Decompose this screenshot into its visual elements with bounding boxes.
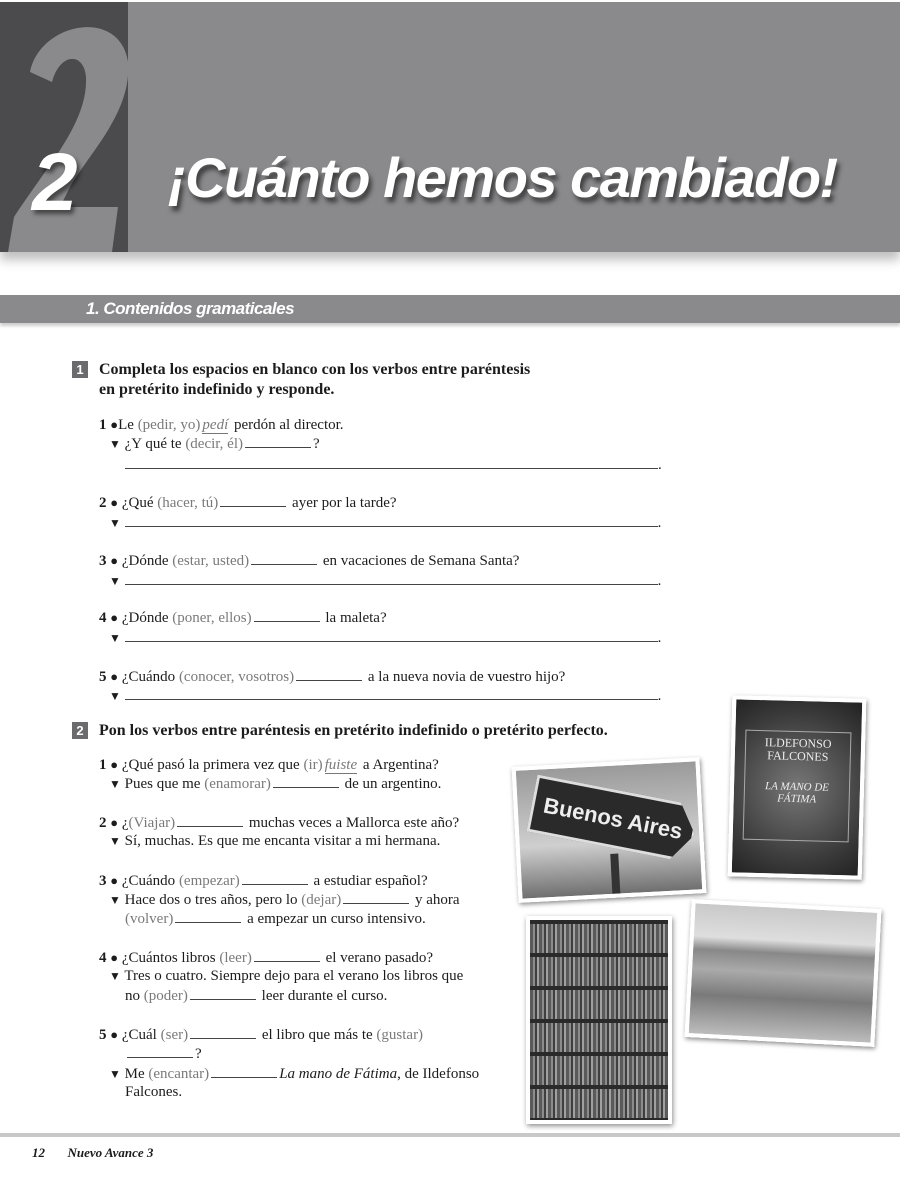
answer-blank[interactable] [175,909,241,923]
example-answer: fuiste [324,757,358,773]
verb-hint: (poder) [143,988,188,1004]
answer-blank[interactable] [296,667,362,681]
item-number: 5 [99,669,107,685]
question-text: Sí, muchas. Es que me encanta visitar a mi hermana. [120,833,441,849]
bullet-icon: ● [110,610,119,625]
triangle-down-icon: ▼ [109,689,121,703]
verb-hint: (decir, él) [185,436,244,452]
exercise-instructions: en pretérito indefinido y responde. [99,381,335,398]
question-line [99,871,428,891]
question-text: el verano pasado? [321,950,434,966]
question-line [125,1083,182,1102]
verb-hint: (poner, ellos) [172,610,252,626]
answer-blank[interactable] [211,1064,277,1078]
question-line [109,890,460,910]
question-text: ¿Qué [118,495,158,511]
chapter-title: ¡Cuánto hemos cambiado! [168,146,837,209]
answer-blank[interactable] [245,434,311,448]
item-number: 5 [99,1027,107,1043]
verb-hint: (Viajar) [128,815,176,831]
bullet-icon: ● [110,815,119,830]
answer-blank[interactable] [127,1044,193,1058]
question-text: ¿Qué pasó la primera vez que [118,757,304,773]
response-blank-line[interactable] [125,455,658,469]
question-text: no [125,988,144,1004]
footer [32,1145,153,1161]
book-title: LA MANO DE FÁTIMA [764,780,830,806]
question-text: . [658,457,662,473]
response-blank-line[interactable] [125,686,658,700]
question-line [99,755,439,775]
question-text: y ahora [411,892,460,908]
exercise-number-badge: 1 [72,361,88,378]
triangle-down-icon: ▼ [109,437,121,451]
question-line [99,948,433,968]
photo-buenos-aires-sign [512,757,707,903]
item-number: 1 [99,757,107,773]
answer-blank[interactable] [190,986,256,1000]
triangle-down-icon: ▼ [109,834,121,848]
verb-hint: (encantar) [148,1066,210,1082]
question-text: a Argentina? [359,757,439,773]
question-text: . [657,630,662,646]
question-line [99,608,387,628]
answer-blank[interactable] [254,948,320,962]
answer-blank[interactable] [220,493,286,507]
item-number: 1 [99,417,107,433]
question-text: Le [118,417,138,433]
question-text: de un argentino. [340,776,442,792]
question-line [109,832,440,851]
verb-hint: (ser) [160,1027,189,1043]
bullet-icon: ● [110,553,119,568]
question-line [109,434,320,454]
question-line [109,571,661,591]
question-text: en vacaciones de Semana Santa? [319,553,520,569]
bullet-icon: ● [110,950,119,965]
question-text: Me [120,1066,149,1082]
question-line [99,813,459,833]
answer-blank[interactable] [343,890,409,904]
response-blank-line[interactable] [125,571,658,585]
question-text: ayer por la tarde? [288,495,397,511]
photo-book-cover [728,695,867,879]
question-text: ¿Y qué te [120,436,186,452]
response-blank-line[interactable] [125,628,658,642]
question-text: . [657,573,662,589]
question-line [109,967,463,986]
question-text: . [657,688,662,704]
bullet-icon: ● [110,757,119,772]
verb-hint: (pedir, yo) [137,417,201,433]
photo-bookshelf [526,916,672,1124]
question-text: , de Ildefonso [397,1066,480,1082]
triangle-down-icon: ▼ [109,631,121,645]
question-line [109,513,661,533]
verb-hint: (dejar) [301,892,342,908]
verb-hint: (leer) [219,950,252,966]
verb-hint: (conocer, vosotros) [178,669,295,685]
question-line [125,455,662,475]
sign-text: Buenos Aires [541,792,685,845]
question-text: ¿Cuándo [118,669,179,685]
exercise-instructions: Pon los verbos entre paréntesis en pretérito indefinido o pretérito perfecto. [99,722,608,739]
question-line [99,415,344,435]
question-line [109,774,441,794]
answer-blank[interactable] [177,813,243,827]
question-text: ¿Dónde [118,610,173,626]
question-text: ¿Cuál [118,1027,161,1043]
question-line [109,1064,479,1084]
verb-hint: (volver) [125,911,174,927]
question-text: ? [195,1046,202,1062]
verb-hint: (gustar) [376,1027,424,1043]
chapter-number: 2 [32,137,78,228]
answer-blank[interactable] [254,608,320,622]
question-text: muchas veces a Mallorca este año? [245,815,460,831]
question-text: a empezar un curso intensivo. [243,911,426,927]
question-line [109,686,661,706]
example-answer: pedí [202,417,229,433]
triangle-down-icon: ▼ [109,969,121,983]
question-text: ? [313,436,320,452]
question-text: ¿Cuántos libros [118,950,220,966]
bullet-icon: ● [110,1027,119,1042]
triangle-down-icon: ▼ [109,574,121,588]
answer-blank[interactable] [273,774,339,788]
question-text: a la nueva novia de vuestro hijo? [364,669,566,685]
item-number: 2 [99,815,107,831]
question-text: Hace dos o tres años, pero lo [120,892,302,908]
verb-hint: (enamorar) [204,776,271,792]
verb-hint: (ir) [303,757,323,773]
question-line [99,551,519,571]
triangle-down-icon: ▼ [109,777,121,791]
question-line [99,1025,423,1045]
question-text: Tres o cuatro. Siempre dejo para el verano los libros que [120,968,464,984]
question-text: ¿ [118,815,129,831]
triangle-down-icon: ▼ [109,893,121,907]
question-text: a estudiar español? [309,873,428,889]
question-text: la maleta? [321,610,387,626]
bullet-icon: ● [110,669,119,684]
item-number: 2 [99,495,107,511]
question-text: el libro que más te [258,1027,377,1043]
triangle-down-icon: ▼ [109,516,121,530]
question-text: Pues que me [120,776,205,792]
question-text: perdón al director. [230,417,344,433]
footer-divider [0,1133,900,1137]
question-line [109,628,661,648]
question-text: . [657,515,662,531]
verb-hint: (empezar) [178,873,240,889]
question-text: ¿Dónde [118,553,173,569]
response-blank-line[interactable] [125,513,658,527]
section-bar [0,295,900,323]
question-line [99,493,397,513]
question-line [125,1044,202,1064]
question-text: leer durante el curso. [257,988,388,1004]
item-number: 4 [99,610,107,626]
bullet-icon: ● [110,417,119,432]
question-text: ¿Cuándo [118,873,179,889]
book-title-text: La mano de Fátima [279,1066,398,1082]
exercise-number-badge: 2 [72,722,88,739]
answer-blank[interactable] [251,551,317,565]
footer-book-title: Nuevo Avance 3 [67,1145,154,1160]
page-number: 12 [32,1145,45,1160]
answer-blank[interactable] [242,871,308,885]
verb-hint: (estar, usted) [172,553,250,569]
chapter-header [0,2,900,252]
book-author: ILDEFONSO FALCONES [764,735,832,764]
question-line [125,986,387,1006]
verb-hint: (hacer, tú) [157,495,219,511]
section-title: 1. Contenidos gramaticales [86,299,295,318]
question-text: Falcones. [125,1084,183,1100]
triangle-down-icon: ▼ [109,1067,121,1081]
question-line [125,909,426,929]
bullet-icon: ● [110,873,119,888]
answer-blank[interactable] [190,1025,256,1039]
question-line [99,667,565,687]
item-number: 3 [99,553,107,569]
bullet-icon: ● [110,495,119,510]
item-number: 3 [99,873,107,889]
exercise-instructions: Completa los espacios en blanco con los verbos entre paréntesis [99,361,531,378]
item-number: 4 [99,950,107,966]
photo-city-view [685,899,882,1047]
